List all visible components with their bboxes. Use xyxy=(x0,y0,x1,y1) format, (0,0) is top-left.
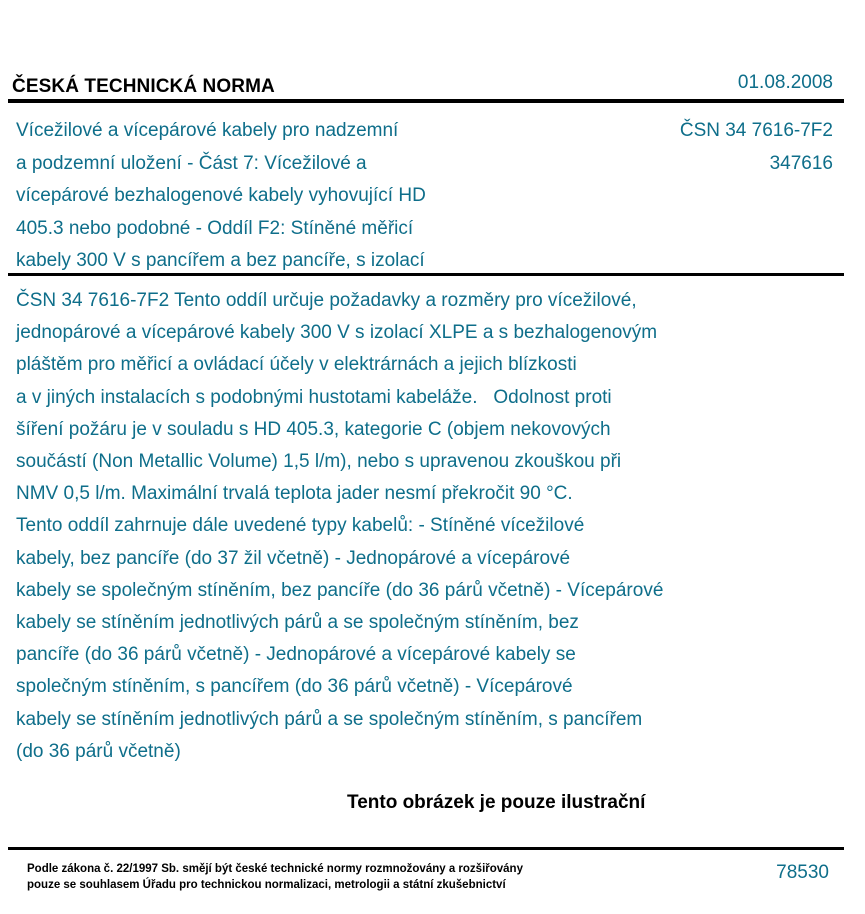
abstract-line: šíření požáru je v souladu s HD 405.3, kategorie C (objem nekovových xyxy=(16,418,611,440)
abstract-line: kabely se stíněním jednotlivých párů a se společným stíněním, bez xyxy=(16,612,579,634)
legal-notice-line: pouze se souhlasem Úřadu pro technickou normalizaci, metrologii a státní zkušebnictví xyxy=(27,878,506,891)
class-code: 347616 xyxy=(769,152,833,174)
header-divider xyxy=(8,99,844,103)
publication-date: 01.08.2008 xyxy=(737,72,833,93)
abstract-line: Tento oddíl zahrnuje dále uvedené typy kabelů: - Stíněné vícežilové xyxy=(16,515,585,537)
abstract-line: NMV 0,5 l/m. Maximální trvalá teplota jader nesmí překročit 90 °C. xyxy=(16,483,573,505)
abstract-line: kabely, bez pancíře (do 37 žil včetně) - Jednopárové a vícepárové xyxy=(16,547,571,569)
standard-title xyxy=(16,115,496,278)
legal-notice xyxy=(27,862,523,893)
footer-divider xyxy=(8,847,844,850)
standard-title-line: vícepárové bezhalogenové kabely vyhovující HD xyxy=(16,185,426,206)
abstract-line: pláštěm pro měřicí a ovládací účely v elektrárnách a jejich blízkosti xyxy=(16,354,577,376)
abstract-line: pancíře (do 36 párů včetně) - Jednopárové a vícepárové kabely se xyxy=(16,644,576,666)
abstract-line: a v jiných instalacích s podobnými hustotami kabeláže. Odolnost proti xyxy=(16,386,612,408)
abstract-line: kabely se stíněním jednotlivých párů a se společným stíněním, s pancířem xyxy=(16,708,643,730)
abstract-text xyxy=(16,285,776,768)
standard-title-line: 405.3 nebo podobné - Oddíl F2: Stíněné měřicí xyxy=(16,217,414,239)
standard-title-line: kabely 300 V s pancířem a bez pancíře, s izolací xyxy=(16,250,425,271)
standard-codes xyxy=(680,115,833,180)
abstract-line: jednopárové a vícepárové kabely 300 V s izolací XLPE a s bezhalogenovým xyxy=(16,322,658,344)
standard-title-line: Vícežilové a vícepárové kabely pro nadzemní xyxy=(16,120,399,141)
abstract-line: součástí (Non Metallic Volume) 1,5 l/m), nebo s upravenou zkouškou při xyxy=(16,451,622,473)
title-divider xyxy=(8,273,844,276)
legal-notice-line: Podle zákona č. 22/1997 Sb. smějí být české technické normy rozmnožovány a rozšiřovány xyxy=(27,863,523,875)
standard-title-line: a podzemní uložení - Část 7: Vícežilové a xyxy=(16,152,367,174)
illustration-note: Tento obrázek je pouze ilustrační xyxy=(347,792,646,813)
abstract-line: kabely se společným stíněním, bez pancíře (do 36 párů včetně) - Vícepárové xyxy=(16,579,664,601)
abstract-line: (do 36 párů včetně) xyxy=(16,740,181,762)
norm-code: ČSN 34 7616-7F2 xyxy=(679,120,833,141)
document-type-title: ČESKÁ TECHNICKÁ NORMA xyxy=(12,76,275,97)
abstract-line: ČSN 34 7616-7F2 Tento oddíl určuje požadavky a rozměry pro vícežilové, xyxy=(16,290,637,311)
document-id: 78530 xyxy=(776,862,829,883)
abstract-line: společným stíněním, s pancířem (do 36 párů včetně) - Vícepárové xyxy=(16,676,573,698)
